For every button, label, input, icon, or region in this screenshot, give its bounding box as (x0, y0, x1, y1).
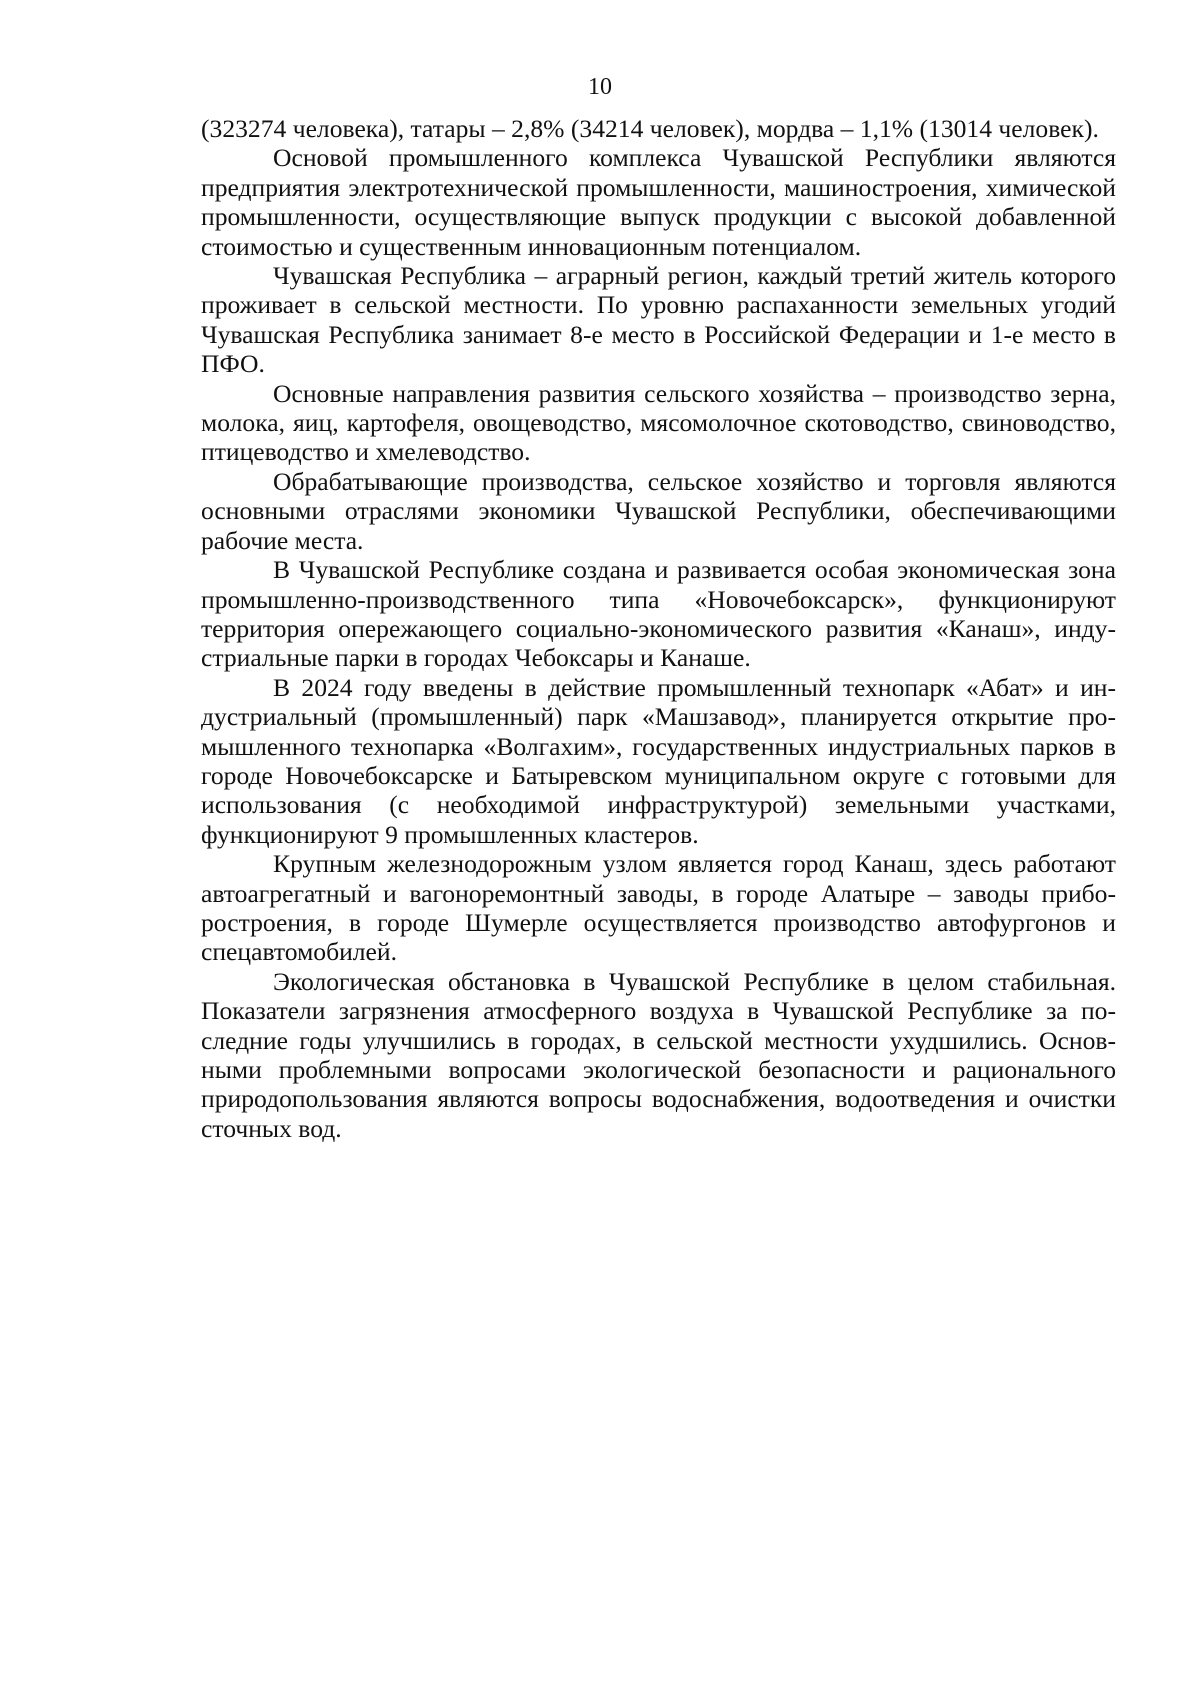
paragraph-continuation: (323274 человека), татары – 2,8% (34214 человек), мордва – 1,1% (13014 человек). (201, 114, 1099, 143)
page-number: 10 (588, 74, 612, 100)
document-body (201, 114, 1116, 1143)
paragraph-industrial-complex: Основой промышленного комплекса Чувашской Республики являются предприятия электротехнической промышленности, машиностроения, химической промышленности, осуществляющие выпуск продукции с высокой добавленной стоимостью и существенным инновационным потенциалом. (201, 143, 1116, 261)
paragraph-economy-sectors: Обрабатывающие производства, сельское хозяйство и торговля являются основными отраслями экономики Чувашской Республики, обеспечивающими рабочие места. (201, 466, 1116, 555)
paragraph-railway-hub: Крупным железнодорожным узлом является город Канаш, здесь работают автоагрегатный и вагоноремонтный заводы, в городе Алатыре – заводы приборостроения, в городе Шумерле осуществляется производство автофургонов и спецавтомобилей. (201, 849, 1116, 967)
paragraph-economic-zone: В Чувашской Республике создана и развивается особая экономическая зона промышленно-производственного типа «Новочебоксарск», функционируют территория опережающего социально-экономического развития «Канаш», индустриальные парки в городах Чебоксары и Канаше. (201, 555, 1116, 673)
paragraph-agriculture-directions: Основные направления развития сельского хозяйства – производство зерна, молока, яиц, картофеля, овощеводство, мясомолочное скотоводство, свиноводство, птицеводство и хмелеводство. (201, 378, 1116, 467)
paragraph-agrarian-region: Чувашская Республика – аграрный регион, каждый третий житель которого проживает в сельской местности. По уровню распаханности земельных угодий Чувашская Республика занимает 8-е место в Российской Федерации и 1-е место в ПФО. (201, 261, 1116, 379)
paragraph-technoparks: В 2024 году введены в действие промышленный технопарк «Абат» и индустриальный (промышленный) парк «Машзавод», планируется открытие промышленного технопарка «Волгахим», государственных индустриальных парков в городе Новочебоксарске и Батыревском муниципальном округе с готовыми для использования (с необходимой инфраструктурой) земельными участками, функционируют 9 промышленных кластеров. (201, 672, 1116, 849)
paragraph-ecology: Экологическая обстановка в Чувашской Республике в целом стабильная. Показатели загрязнения атмосферного воздуха в Чувашской Республике за последние годы улучшились в городах, в сельской местности ухудшились. Основными проблемными вопросами экологической безопасности и рационального природопользования являются вопросы водоснабжения, водоотведения и очистки сточных вод. (201, 966, 1116, 1143)
